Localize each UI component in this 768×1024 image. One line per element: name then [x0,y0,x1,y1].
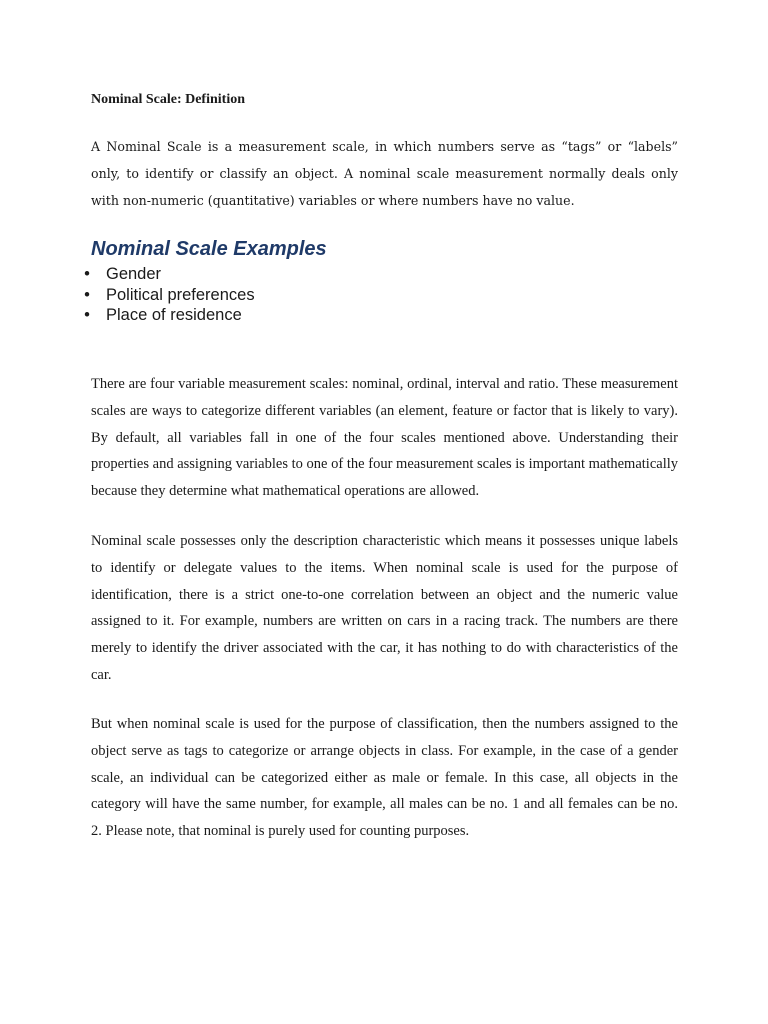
bullet-icon: • [84,285,90,304]
bullet-icon: • [84,265,90,283]
examples-list [82,264,255,326]
list-item-label: Place of residence [106,306,242,324]
definition-paragraph: A Nominal Scale is a measurement scale, in which numbers serve as “tags” or “labels” only, to identify or classify an object. A nominal scale measurement normally deals only with non-numeric (quantitative) variables or where numbers have no value. [91,139,678,208]
list-item [82,264,255,285]
paragraph-measurement-scales: There are four variable measurement scales: nominal, ordinal, interval and ratio. These measurement scales are ways to categorize different variables (an element, feature or factor that is likely to vary). By default, all variables fall in one of the four scales mentioned above. Understanding their properties and assigning variables to one of the four measurement scales is important mathematically because they determine what mathematical operations are allowed. [91,376,678,500]
list-item-label: Political preferences [106,285,255,304]
bullet-icon: • [84,306,90,324]
list-item [82,285,255,306]
paragraph-identification: Nominal scale possesses only the description characteristic which means it possesses unique labels to identify or delegate values to the items. When nominal scale is used for the purpose of identification, there is a strict one-to-one correlation between an object and the numeric value assigned to it. For example, numbers are written on cars in a racing track. The numbers are there merely to identify the driver associated with the car, it has nothing to do with characteristics of the car. [91,533,678,683]
paragraph-classification: But when nominal scale is used for the purpose of classification, then the numbers assigned to the object serve as tags to categorize or arrange objects in class. For example, in the case of a gender scale, an individual can be categorized either as male or female. In this case, all objects in the category will have the same number, for example, all males can be no. 1 and all females can be no. 2. Please note, that nominal is purely used for counting purposes. [91,716,678,840]
list-item [82,305,255,326]
list-item-label: Gender [106,265,162,283]
examples-title: Nominal Scale Examples [91,238,327,260]
definition-heading: Nominal Scale: Definition [91,92,245,107]
